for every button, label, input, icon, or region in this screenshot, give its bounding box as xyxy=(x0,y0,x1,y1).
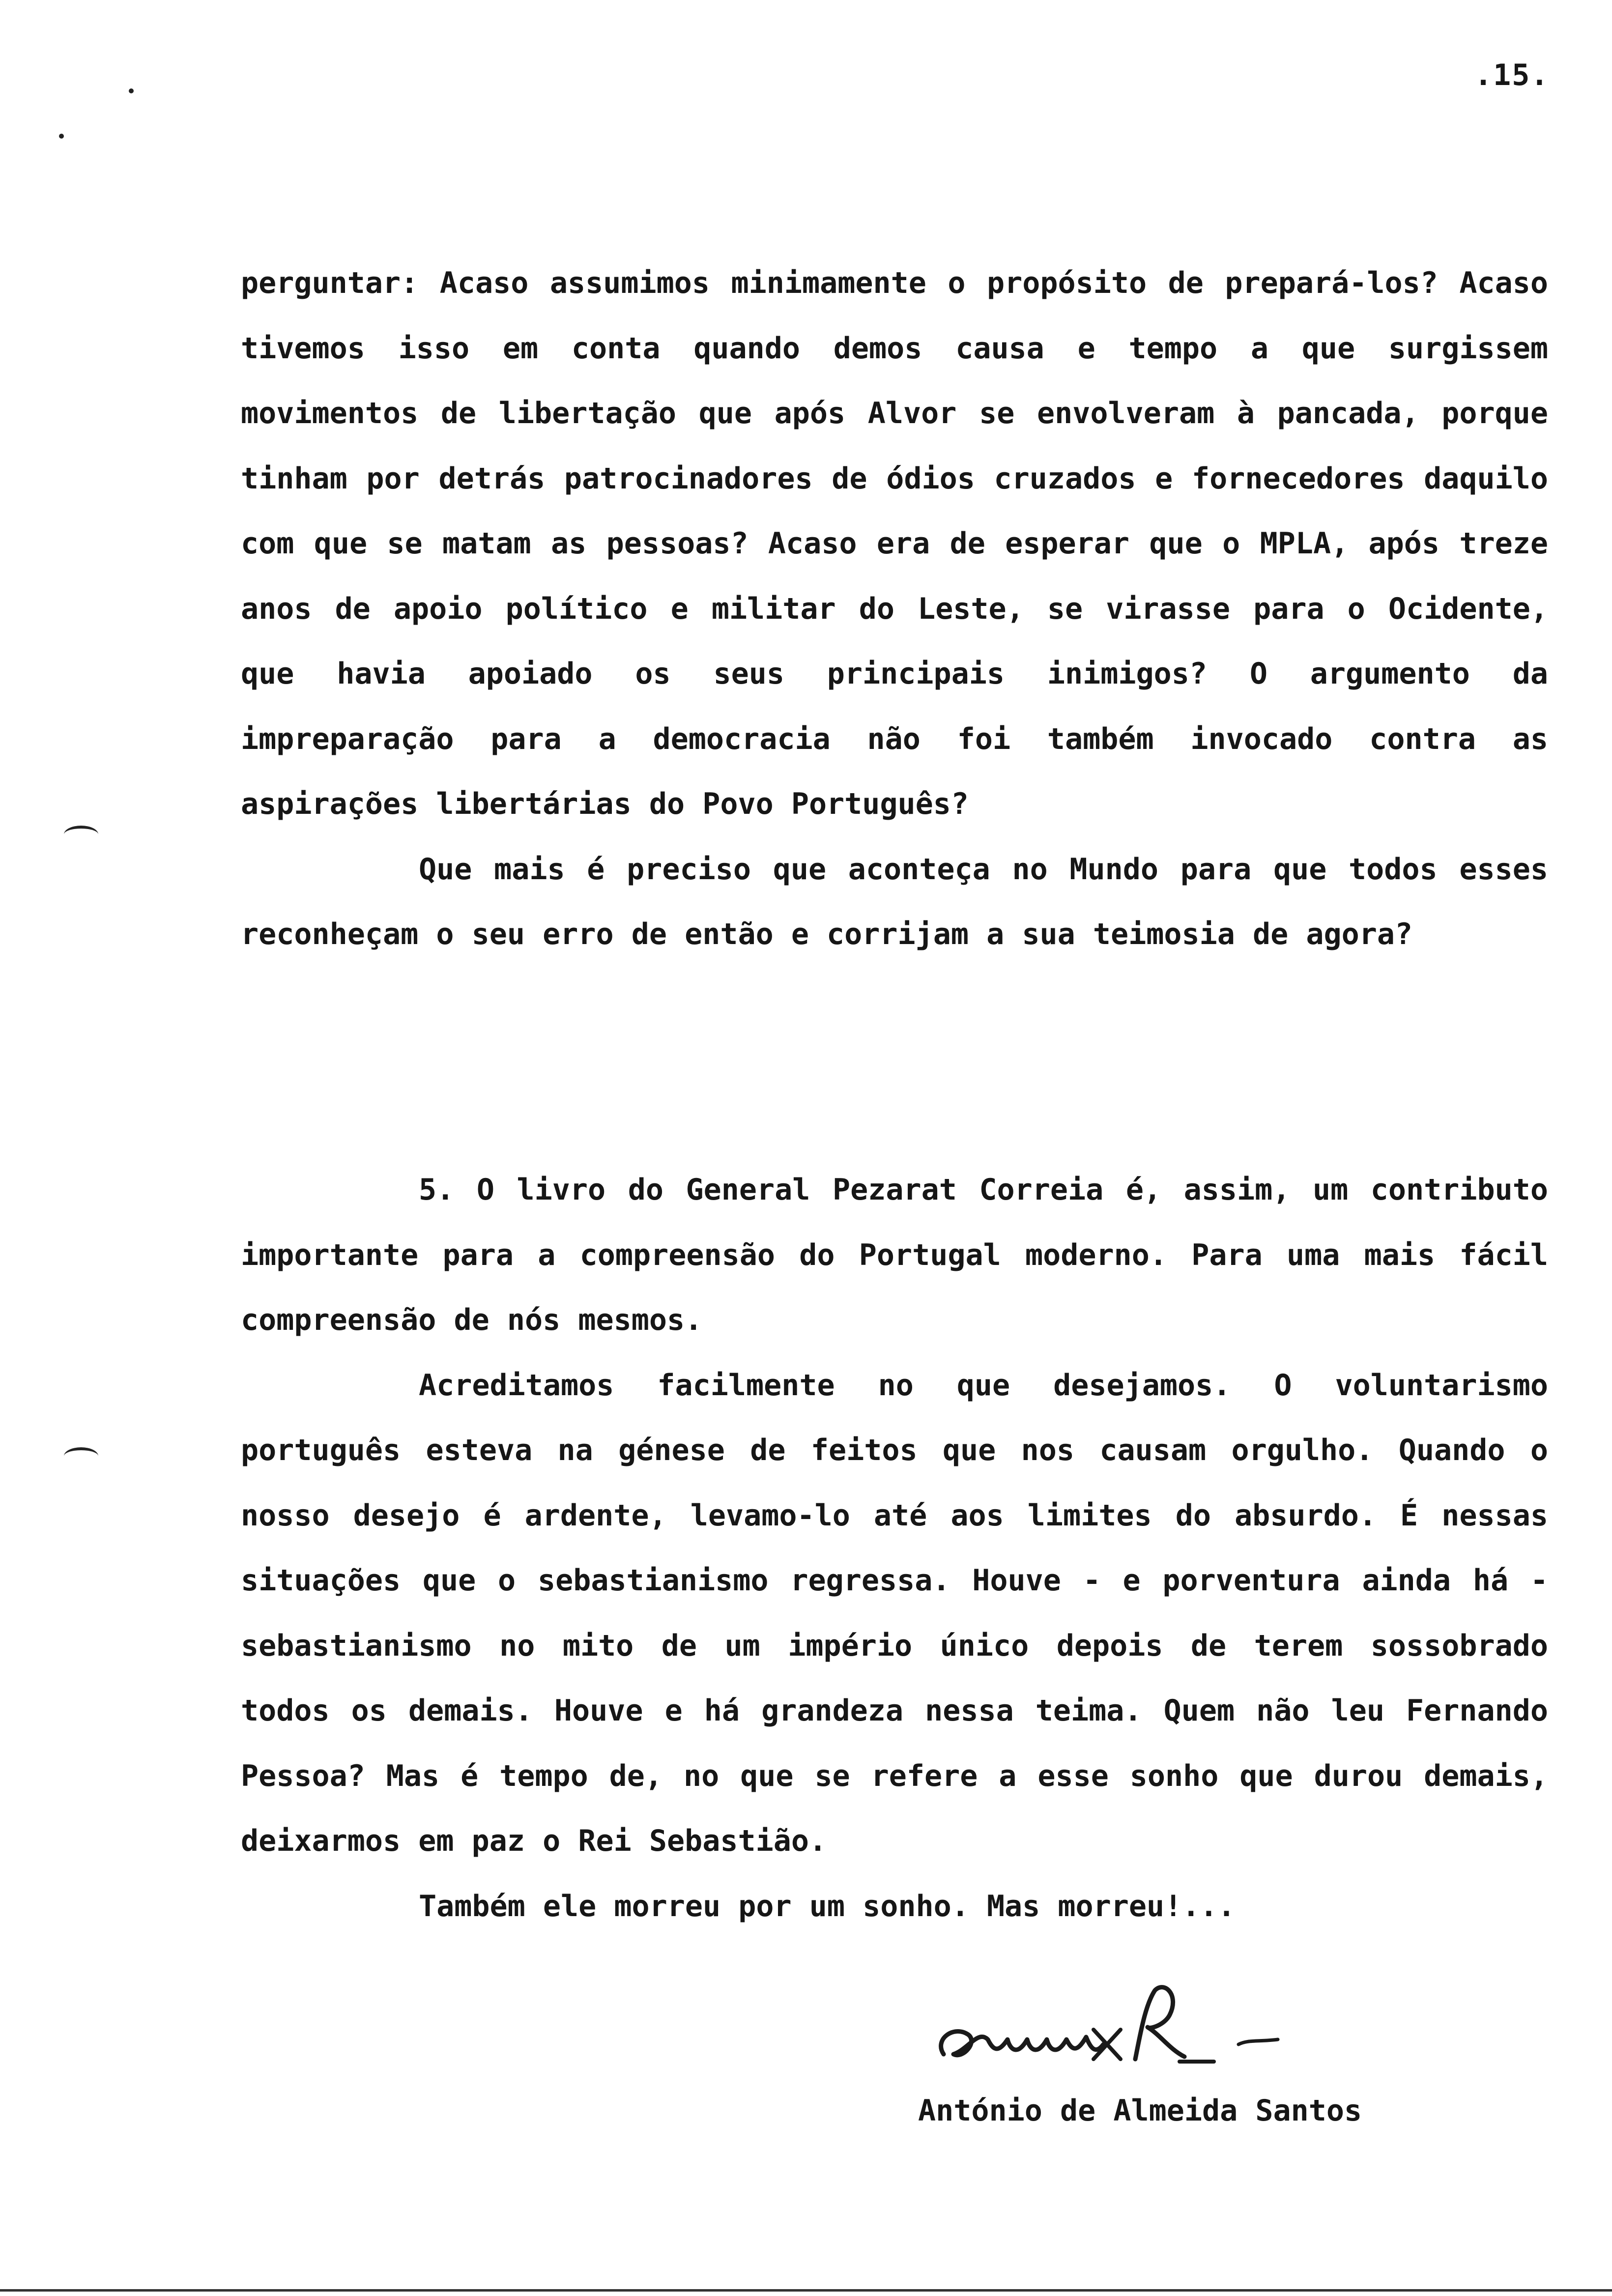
body-text-section-5 xyxy=(241,1157,1548,1939)
paragraph-section-5: 5. O livro do General Pezarat Correia é, assim, um contributo importante para a compreensão do Portugal moderno. Para uma mais fácil compreensão de nós mesmos. xyxy=(241,1173,1548,1337)
margin-arc-mark xyxy=(64,826,98,843)
margin-arc-mark xyxy=(64,1447,98,1465)
paragraph-continuation: perguntar: Acaso assumimos minimamente o propósito de prepará-los? Acaso tivemos isso em conta quando demos causa e tempo a que surgissem movimentos de libertação que após Alvor se envolveram à pancada, porque tinham por detrás patrocinadores de ódios cruzados e fornecedores daquilo com que se matam as pessoas? Acaso era de esperar que o MPLA, após treze anos de apoio político e militar do Leste, se virasse para o Ocidente, que havia apoiado os seus principais inimigos? O argumento da impreparação para a democracia não foi também invocado contra as aspirações libertárias do Povo Português? xyxy=(241,266,1548,821)
handwritten-signature xyxy=(924,1976,1317,2084)
signer-name: António de Almeida Santos xyxy=(918,2094,1362,2128)
page-number: .15. xyxy=(1474,58,1550,92)
body-text-top xyxy=(241,251,1548,967)
paragraph-voluntarismo: Acreditamos facilmente no que desejamos. O voluntarismo português esteva na génese de feitos que nos causam orgulho. Quando o nosso desejo é ardente, levamo-lo até aos limites do absurdo. É nessas situações que o sebastianismo regressa. Houve - e porventura ainda há - sebastianismo no mito de um império único depois de terem sossobrado todos os demais. Houve e há grandeza nessa teima. Quem não leu Fernando Pessoa? Mas é tempo de, no que se refere a esse sonho que durou demais, deixarmos em paz o Rei Sebastião. xyxy=(241,1368,1548,1858)
paragraph-closing: Também ele morreu por um sonho. Mas morreu!... xyxy=(419,1889,1236,1923)
paragraph-question: Que mais é preciso que aconteça no Mundo para que todos esses reconheçam o seu erro de então e corrijam a sua teimosia de agora? xyxy=(241,852,1548,951)
scan-mark xyxy=(129,88,134,93)
bottom-edge-line xyxy=(0,2289,1612,2292)
scan-mark xyxy=(59,134,64,139)
